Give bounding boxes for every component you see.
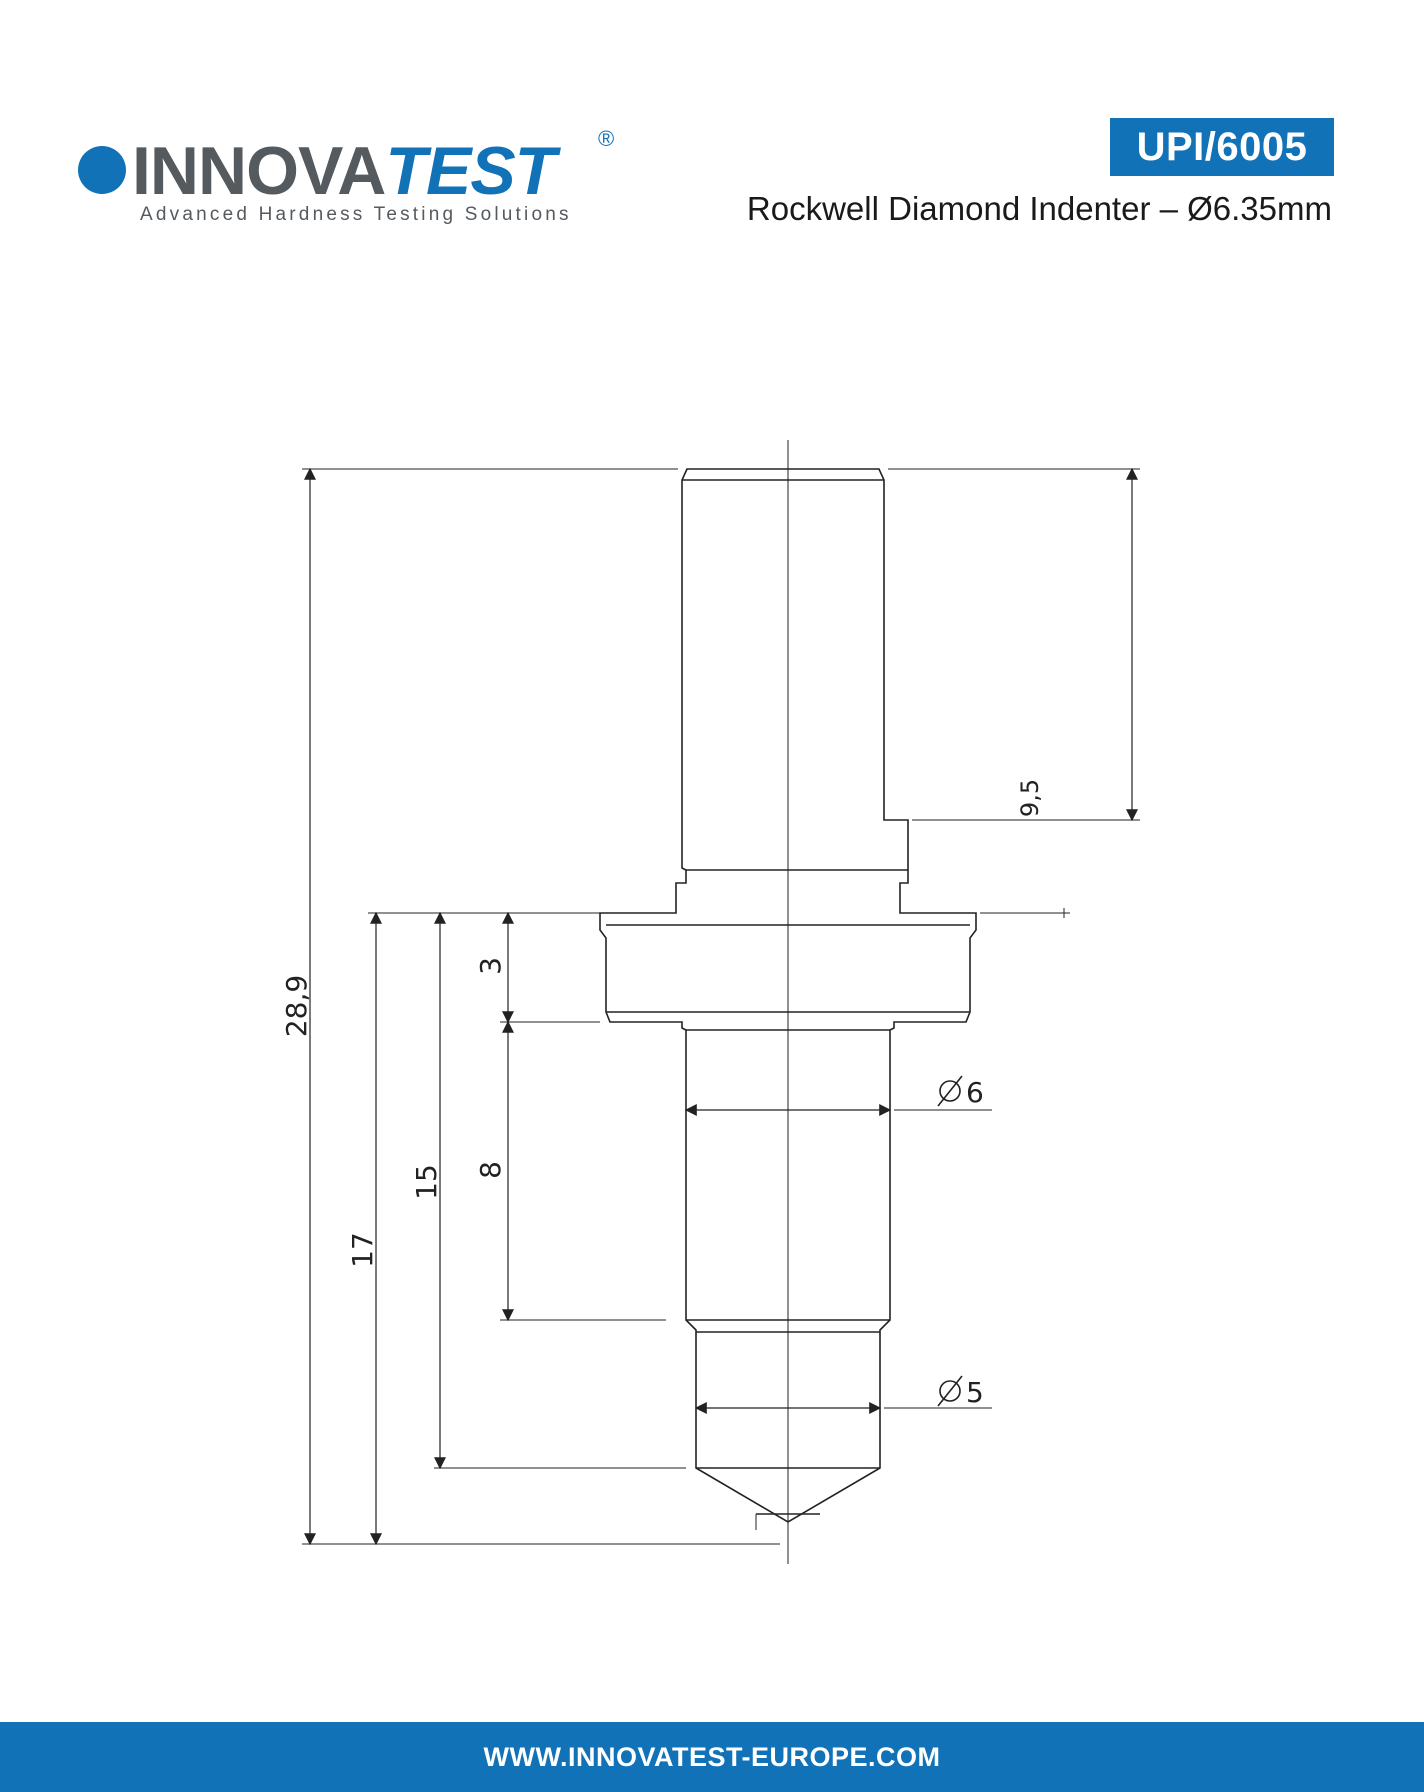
- logo-innova-text: INNOVA: [132, 133, 386, 209]
- product-title: Rockwell Diamond Indenter – Ø6.35mm: [746, 190, 1332, 227]
- diameter-symbol-icon: [938, 1076, 962, 1106]
- diameter-symbol-icon: [938, 1376, 962, 1406]
- extension-lines: [302, 469, 1140, 1544]
- dim-label-15: 15: [410, 1164, 443, 1200]
- logo-test-text: TEST: [385, 133, 556, 209]
- diameter-6-label: [938, 1076, 984, 1109]
- dim-label-17: 17: [346, 1232, 379, 1268]
- footer-website[interactable]: WWW.INNOVATEST-EUROPE.COM: [0, 1722, 1424, 1792]
- dim-label-dia-6: 6: [966, 1076, 984, 1109]
- product-code-badge: UPI/6005: [1110, 118, 1334, 176]
- diameter-5-label: [938, 1376, 984, 1409]
- dim-label-3: 3: [474, 957, 507, 975]
- dimension-labels: [280, 779, 1044, 1409]
- dimension-lines: [310, 469, 1132, 1544]
- dim-label-9-5: 9,5: [1016, 778, 1044, 818]
- dim-label-28-9: 28,9: [280, 974, 313, 1038]
- logo-tagline: Advanced Hardness Testing Solutions: [140, 204, 572, 225]
- logo-registered-mark: ®: [598, 126, 615, 151]
- dim-label-8: 8: [474, 1161, 507, 1179]
- dim-label-dia-5: 5: [966, 1376, 984, 1409]
